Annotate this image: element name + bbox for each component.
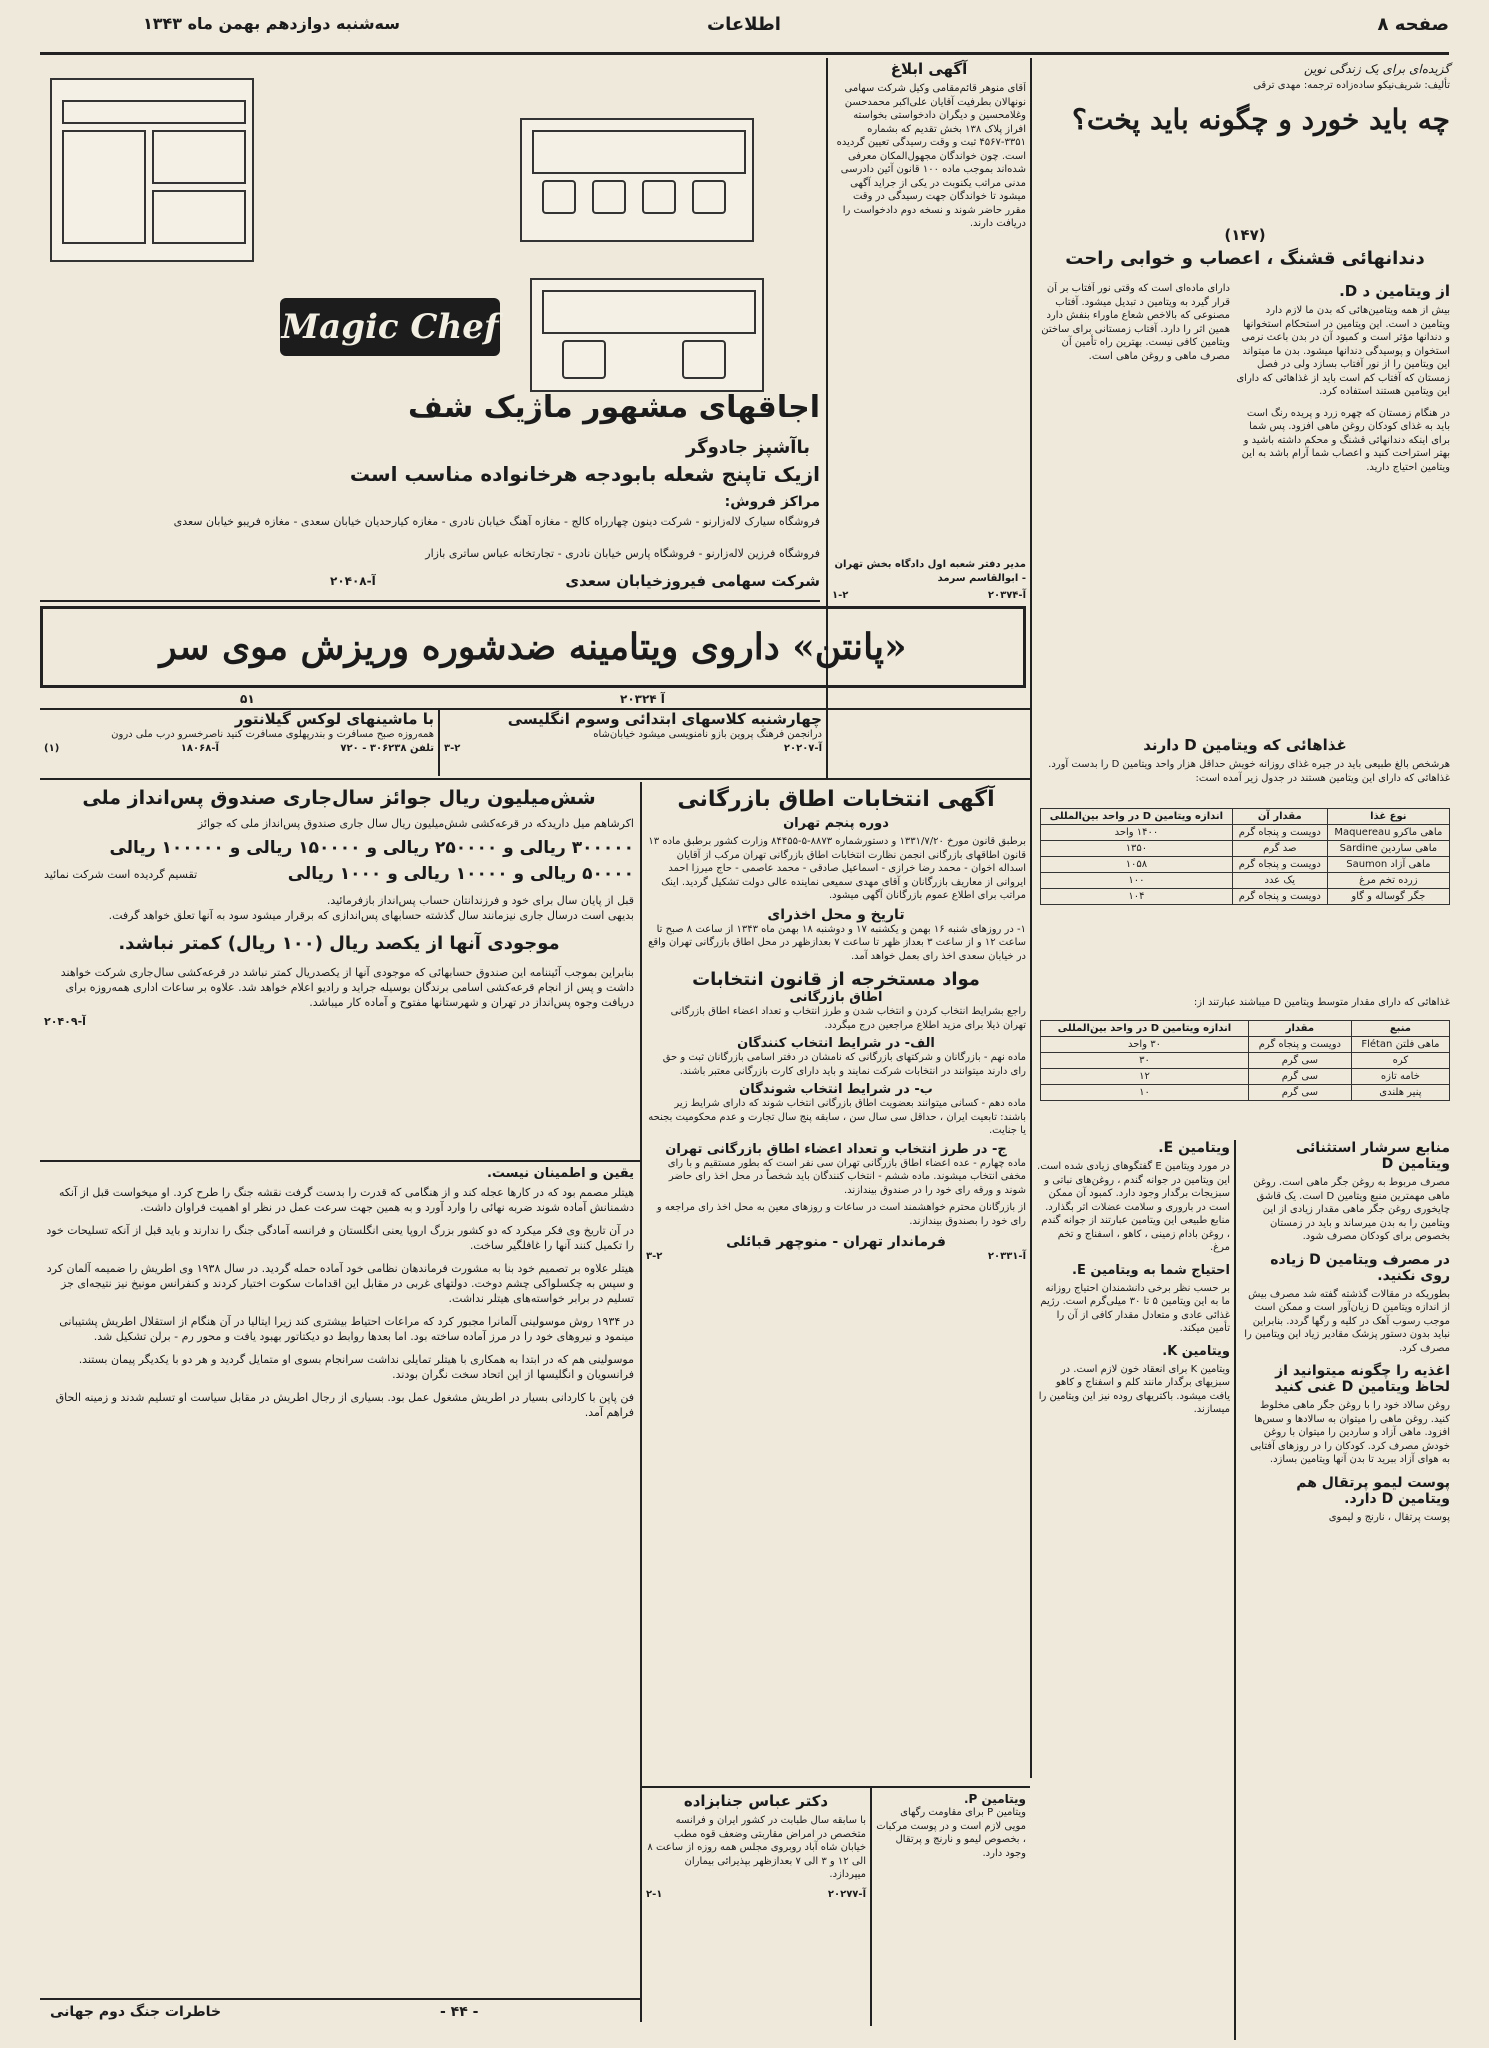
election-section-c: ج- در طرز انتخاب و تعداد اعضاء اطاق بازرگانی تهران [665, 1141, 1007, 1157]
election-section-b: ب- در شرایط انتخاب شوندگان [739, 1082, 933, 1097]
election-ad [646, 784, 1026, 1784]
recipe-para-7: پوست پرتقال ، نارنج و لیموی [1328, 1511, 1450, 1523]
magic-chef-tagline: ازیک تاپنج شعله بابودجه هرخانواده مناسب است [349, 462, 820, 486]
election-law-heading: مواد مستخرجه از قانون انتخابات [692, 969, 980, 990]
lottery-min-deposit: موجودی آنها از یکصد ریال (۱۰۰ ریال) کمتر نباشد. [118, 933, 560, 954]
lottery-ad [44, 784, 634, 1154]
class-ad-subtitle: درانجمن فرهنگ پروین بازو نامنویسی میشود خیابان‌شاه [593, 729, 822, 740]
serial-para-4: در ۱۹۳۴ روش موسولینی آلمانرا مجبور کرد که مراعات احتیاط بیشتری کند زیرا ایتالیا در آن هنگام از استقلال اطریش پشتیبانی مینمود و نیروهای خود را در مرز آماده ساخته بود. اما بعدها روابط دو دیکتاتور بهبود یافت و محور رم - برلن تشکیل شد. [59, 1315, 634, 1343]
vitamin-p-heading: ویتامین P. [963, 1792, 1026, 1806]
doctor-divider [870, 1786, 872, 2026]
class-ad-code2: ۳-۲ [444, 742, 461, 754]
recipe-section-6: پوست لیمو پرتقال هم ویتامین D دارد. [1296, 1474, 1450, 1507]
magic-chef-bottom-rule [40, 600, 820, 602]
notice-footer: مدیر دفتر شعبه اول دادگاه بخش تهران - ابوالقاسم سرمد [834, 559, 1026, 584]
recipe-para-4: مصرف مربوط به روغن جگر ماهی است. روغن ماهی مهمترین منبع ویتامین D است. یک قاشق چایخوری روغن جگر ماهی مقدار زیادی از این ویتامین را به بدن میرساند و باید در زمستان بخصوص برای کودکان مصرف شود. [1253, 1177, 1450, 1242]
car-ad-num: (۱) [44, 742, 60, 754]
table-row: خامه تازه سی گرم ۱۲ [1041, 1069, 1450, 1085]
panten-ad [40, 606, 1026, 688]
notice-col-right-rule [1030, 58, 1032, 1778]
table-row: جگر گوساله و گاو دویست و پنجاه گرم ۱۰۴ [1041, 889, 1450, 905]
magic-chef-company: شرکت سهامی فیروزخیابان سعدی [565, 572, 820, 590]
recipe-section-5: اغذیه را چگونه میتوانید از لحاظ ویتامین D غنی کنید [1274, 1363, 1450, 1395]
serial-heading: یقین و اطمینان نیست. [486, 1166, 634, 1181]
election-signature: فرماندار تهران - منوچهر قبائلی [726, 1234, 946, 1250]
serial-footer-title: خاطرات جنگ دوم جهانی [50, 2004, 222, 2020]
lottery-line-a: قبل از پایان سال برای خود و فرزندانتان حساب پس‌انداز بازفرمائید. [326, 894, 634, 907]
election-text-c: ماده چهارم - عده اعضاء اطاق بازرگانی تهران سی نفر است که بطور مستقیم و با رای مخفی انتخاب میشوند. ماده ششم - انتخاب کنندگان باید شخصاً در محل اخذ رای حاضر شوند و ورقه رای خود را در صندوق بیندازند. [667, 1157, 1026, 1196]
recipe-para-6: روغن سالاد خود را با روغن جگر ماهی مخلوط کنید. روغن ماهی را میتوان به سالادها و سس‌ها افزود. ماهی آزاد و ساردین را میتوان با روغن خودش مصرف کرد. کودکان را در روزهای آفتابی به هوای آزاد ببرید تا بدن آنها ویتامین بسازد. [1250, 1400, 1450, 1465]
recipe-section-2: غذاهائی که ویتامین D دارند [1143, 736, 1347, 754]
table-row: زرده تخم مرغ یک عدد ۱۰۰ [1041, 873, 1450, 889]
lottery-intro: اکرشاهم میل داریدکه در قرعه‌کشی شش‌میلیون ریال سال جاری صندوق پس‌انداز ملی که جوائز [197, 817, 634, 830]
serial-para-6: فن پاپن با کاردانی بسیار در اطریش مشغول عمل بود. بسیاری از رجال اطریش در مقابل سیاست او تسلیم شدند و زمینه الحاق فراهم آمد. [55, 1391, 634, 1419]
doctor-code2: ۲-۱ [646, 1888, 663, 1900]
recipe-title: چه باید خورد و چگونه باید پخت؟ [1072, 103, 1450, 136]
serial-footer-num: - ۴۴ - [440, 2004, 479, 2020]
election-round: دوره پنجم تهران [783, 816, 889, 831]
recipe-section-3: منابع سرشار استثنائی ویتامین D [1295, 1140, 1450, 1172]
election-intro: برطبق قانون مورخ ۱۳۳۱/۷/۲۰ و دستورشماره ۸۸۷۳-۵-۸۴۴۵۵ وزارت کشور برطبق ماده ۱۳ قانون اطاقهای بازرگانی انجمن نظارت انتخابات اطاق بازرگانی تهران مرکب از آقایان اسداله اخوان - محمد رضا خرازی - اسماعیل صادقی - محمد عاصمی - حاج میرزا احمد ایروانی از معاریف بازرگانان و آقای مهدی سمیعی نماینده عالی دولت تشکیل گردید. اینک مراتب برای اطلاع عموم بازرگانان آگهی میشود. [648, 836, 1026, 901]
election-law-sub: اطاق بازرگانی [789, 990, 883, 1005]
recipe-section-4: در مصرف ویتامین D زیاده روی نکنید. [1270, 1251, 1450, 1284]
vitamin-p-text: ویتامین P برای مقاومت رگهای مویی لازم است و در پوست مرکبات ، بخصوص لیمو و نارنج و پرتقال وجود دارد. [876, 1807, 1026, 1859]
serial-footer-rule [40, 1998, 640, 2000]
stove-illustration-1 [50, 78, 254, 262]
table-row: پنیر هلندی سی گرم ۱۰ [1041, 1085, 1450, 1101]
election-law-intro: راجع بشرایط انتخاب کردن و انتخاب شدن و طرز انتخاب و تعداد اعضاء اطاق بازرگانی تهران ذیلا برای مزید اطلاع مراجعین درج میگردد. [670, 1006, 1026, 1031]
stove-illustration-2 [520, 118, 754, 242]
recipe-subtitle: دندانهائی قشنگ ، اعصاب و خوابی راحت [1065, 248, 1425, 269]
class-ad-code: آ-۲۰۲۰۷ [783, 742, 822, 754]
vitamin-e-need-text: بر حسب نظر برخی دانشمندان احتیاج روزانه ما به این ویتامین ۵ تا ۳۰ میلی‌گرم است. رژیم غذائی عادی و متعادل مقدار کافی از آن را تأمین میکند. [1040, 1282, 1230, 1334]
car-ad-divider [438, 710, 440, 776]
election-code2: ۳-۲ [646, 1251, 663, 1262]
recipe-para-1: بیش از همه ویتامین‌هائی که بدن ما لازم دارد ویتامین د است. این ویتامین در استحکام استخوانها و دندانها مؤثر است و کمبود آن در بدن باعث نرمی استخوان و پوسیدگی دندانها میشود. بدن ما میتواند این ویتامین را از نور آفتاب بسازد ولی در فصل زمستان که آفتاب کم است باید از غذاهائی که دارای این ویتامین هستند استفاده کرد. [1236, 305, 1450, 397]
table-row: ماهی ساردین Sardine صد گرم ۱۳۵۰ [1041, 841, 1450, 857]
vitamin-e-heading: ویتامین E. [1158, 1140, 1230, 1156]
page-number: صفحه ۸ [1377, 14, 1449, 35]
magic-chef-headline: اجاقهای مشهور ماژیک شف [407, 390, 820, 425]
recipe-lower-col-left [1036, 1140, 1230, 1780]
notice-text: آقای منوهر قائم‌مقامی وکیل شرکت سهامی نونهالان بطرفیت آقایان علی‌اکبر محمدحسن وغلامحسین و دیگران دادخواستی بخواسته افراز پلاک ۱۳۸ بخش تقدیم که بشماره ۳۳۵۱-۴۵۶۷ ثبت و وقت رسیدگی تعیین گردیده است. چون خواندگان مجهول‌المکان معرفی شده‌اند بموجب ماده ۱۰۰ قانون آئین دادرسی مدنی مراتب یکنوبت در یکی از جراید آگهی میشود تا خواندگان جهت رسیدگی در وقت مقرر حاضر شوند و نسخه دوم دادخواست را دریافت دارند. [836, 83, 1026, 229]
notice-code2: ۱-۲ [832, 590, 849, 601]
recipe-lower-col-right [1240, 1140, 1450, 2040]
newspaper-name: اطلاعات [707, 14, 781, 35]
lottery-bottom-rule [40, 1160, 640, 1162]
panten-headline: «پانتن» داروی ویتامینه ضدشوره وریزش موی سر [159, 626, 907, 668]
car-ad-title: با ماشینهای لوکس گیلانتور [234, 710, 434, 728]
vitamin-k-heading: ویتامین K. [1162, 1343, 1230, 1359]
recipe-lower-divider [1234, 1140, 1236, 2040]
election-text-a: ماده نهم - بازرگانان و شرکتهای بازرگانی که نامشان در دفتر اسامی بازرگانان ثبت و حق رای دارند میتوانند در انتخابات شرکت نمایند و باید دارای کارت بازرگانی معتبر باشند. [662, 1052, 1026, 1077]
vitamin-k-text: ویتامین K برای انعقاد خون لازم است. در سبزیهای برگدار مانند کلم و اسفناج و کاهو یافت میشود. باکتریهای روده نیز این ویتامین را میسازند. [1038, 1363, 1230, 1415]
car-ad [44, 710, 434, 770]
lottery-amounts-1: ۳۰۰۰۰۰ ریالی و ۲۵۰۰۰۰ ریالی و ۱۵۰۰۰۰ ریالی و ۱۰۰۰۰۰ ریالی [109, 838, 634, 858]
recipe-table-2 [1040, 1020, 1450, 1101]
notice-title: آگهی ابلاغ [890, 60, 968, 78]
magic-chef-sellers-2: فروشگاه فرزین لاله‌زارنو - فروشگاه پارس خیابان نادری - تجارتخانه عباس ساتری بازار [425, 547, 820, 560]
recipe-section-1: از ویتامین د D. [1339, 282, 1450, 300]
serial-para-1: هیتلر مصمم بود که در کارها عجله کند و از هنگامی که قدرت را بدست گرفت نقشه جنگ را طرح کرد. او میخواست قبل از آنکه دشمنانش آماده شوند ضربه نهائی را وارد آورد و به همین جهت سرعت عمل در نظر او اهمیت فراوان داشت. [58, 1186, 634, 1214]
table-row: ماهی ماکرو Maquereau دویست و پنجاه گرم ۱۴۰۰ واحد [1041, 825, 1450, 841]
stove-illustration-3 [530, 278, 764, 392]
magic-chef-banner: Magic Chef [280, 298, 500, 356]
car-ad-text: همه‌روزه صبح مسافرت و بندرپهلوی مسافرت کنید ناصرخسرو درب ملی درون [111, 729, 434, 740]
header-rule [40, 52, 1449, 55]
serial-para-2: در آن تاریخ وی فکر میکرد که دو کشور بزرگ اروپا یعنی انگلستان و فرانسه آمادگی جنگ را ندارند و باید قبل از آنکه تسلیحات خود را تکمیل کنند آنها را غافلگیر ساخت. [46, 1224, 634, 1252]
recipe-byline: تألیف: شریف‌نیکو ساده‌زاده ترجمه: مهدی ترقی [1253, 80, 1450, 91]
lottery-divider [640, 782, 642, 2022]
recipe-col-b [1040, 282, 1230, 722]
doctor-name: دکتر عباس جنابزاده [683, 1792, 829, 1810]
doctor-text: با سابقه سال طبابت در کشور ایران و فرانسه متخصص در امراض مقاربتی وضعف قوه مطب خیابان شاه آباد روبروی مجلس همه روزه از ساعت ۸ الی ۱۲ و ۳ الی ۷ بعدازظهر بپذیرائی بیماران میپردازد. [647, 1815, 866, 1880]
election-section-a: الف- در شرایط انتخاب کنندگان [737, 1036, 935, 1051]
vitamin-e-need-heading: احتیاج شما به ویتامین E. [1072, 1262, 1230, 1278]
magic-chef-ad-code: آ-۲۰۴۰۸ [330, 574, 376, 588]
election-date-heading: تاریخ و محل اخذرای [767, 906, 905, 923]
election-code: آ-۲۰۳۳۱ [987, 1251, 1026, 1262]
lottery-amounts-suffix: تقسیم گردیده است شرکت نمائید [44, 867, 198, 881]
election-bottom-rule [640, 1786, 1030, 1788]
lottery-title: شش‌میلیون ریال جوائز سال‌جاری صندوق پس‌انداز ملی [82, 787, 596, 809]
car-ad-phone: تلفن ۳۰۶۲۳۸ - ۷۲۰ [340, 742, 434, 754]
lottery-code: آ-۲۰۴۰۹ [44, 1015, 86, 1028]
magic-chef-subhead: باآشپز جادوگر [685, 437, 810, 458]
table1-header-units: اندازه ویتامین D در واحد بین‌المللی [1041, 809, 1233, 825]
panten-code-left: آ ۲۰۳۲۴ [620, 692, 665, 706]
recipe-table-1 [1040, 808, 1450, 905]
recipe-para-5: بطوریکه در مقالات گذشته گفته شد مصرف بیش از اندازه ویتامین D زیان‌آور است و ممکن است موجب رسوب آهک در کلیه و رگها گردد. بنابراین نباید بدون دستور پزشک مقادیر زیاد این ویتامین را مصرف کرد. [1244, 1288, 1450, 1354]
lottery-amounts-2: ۵۰۰۰۰ ریالی و ۱۰۰۰۰ ریالی و ۱۰۰۰ ریالی [287, 864, 634, 884]
class-ad-title: چهارشنبه کلاسهای ابتدائی وسوم انگلیسی [507, 710, 822, 728]
car-ad-code: آ-۱۸۰۶۸ [180, 742, 219, 754]
election-text-b: ماده دهم - کسانی میتوانند بعضویت اطاق بازرگانی انتخاب شوند که دارای شرایط زیر باشند: تابعیت ایران ، حداقل سی سال سن ، سابقه پنج سال تجارت و عدم محکومیت بجنحه یا جنایت. [648, 1098, 1026, 1136]
table-row: ماهی فلتن Flétan دویست و پنجاه گرم ۳۰ واحد [1041, 1037, 1450, 1053]
vitamin-p-block [876, 1792, 1026, 2032]
election-date-text: ۱- در روزهای شنبه ۱۶ بهمن و یکشنبه ۱۷ و دوشنبه ۱۸ بهمن ماه ۱۳۴۳ از ساعت ۸ صبح تا ساعت ۱۲ و از ساعت ۳ بعداز ظهر تا ساعت ۷ بعدازظهر در محل اطاق بازرگانی تهران واقع در خیابان سعدی اخذ رای بعمل خواهد آمد. [648, 923, 1026, 962]
recipe-table1-caption: هرشخص بالغ طبیعی باید در جیره غذای روزانه خویش حداقل هزار واحد ویتامین D را بدست آورد. غذاهائی که دارای این ویتامین هستند در جدول زیر آمده است: [1048, 759, 1450, 784]
panten-code-right: ۵۱ [240, 692, 255, 706]
table-row: ماهی آزاد Saumon دویست و پنجاه گرم ۱۰۵۸ [1041, 857, 1450, 873]
recipe-para-3: در هنگام زمستان که چهره زرد و پریده رنگ است باید به غذای کودکان روغن ماهی افزود. پس شما برای اینکه دندانهائی قشنگ و محکم داشته باشید و بهتر استراحت کنید و اعصاب شما آرام باشد به این ویتامین احتیاج دارید. [1241, 407, 1450, 473]
notice-column [832, 60, 1026, 660]
class-ad [444, 710, 822, 776]
election-closing: از بازرگانان محترم خواهشمند است در ساعات و روزهای معین به محل اخذ رای مراجعه و رای خود را بصندوق بیندازند. [656, 1202, 1026, 1227]
doctor-code: آ-۲۰۲۷۷ [827, 1888, 866, 1900]
lottery-line-b: بدیهی است درسال جاری نیزمانند سال گذشته حسابهای پس‌اندازی که برقرار میشود سود به آنها تعلق خواهد گرفت. [108, 909, 634, 922]
table2-header-source: منبع [1351, 1021, 1449, 1037]
issue-date: سه‌شنبه دوازدهم بهمن ماه ۱۳۴۳ [142, 14, 400, 33]
row-rule-2 [40, 778, 1030, 780]
notice-code: آ-۲۰۳۷۴ [987, 590, 1026, 601]
magic-chef-ad [50, 58, 820, 598]
vitamin-e-text: در مورد ویتامین E گفتگوهای زیادی شده است. این ویتامین در جوانه گندم ، روغن‌های نباتی و سبزیجات برگدار وجود دارد. کمبود آن ممکن است در باروری و سلامت عضلات اثر بگذارد. منابع طبیعی این ویتامین عبارتند از جوانه گندم ، روغن بادام زمینی ، کاهو ، اسفناج و تخم مرغ. [1037, 1161, 1230, 1253]
recipe-number: (۱۴۷) [1224, 226, 1266, 244]
magic-chef-sellers-1: فروشگاه سیارک لاله‌زارنو - شرکت دینون چهارراه کالج - مغازه آهنگ خیابان نادری - مغازه کیارحدیان خیابان سعدی - مغازه فریبو خیابان سعدی [173, 515, 820, 528]
serial-para-3: هیتلر علاوه بر تصمیم خود بنا به مشورت فرماندهان نظامی خود آماده حمله گردید. در سال ۱۹۳۸ وی اطریش را ضمیمه آلمان کرد و سپس به چکسلواکی چشم دوخت. دولتهای غربی در مقابل این اقدامات سکوت اختیار کردند و کنفرانس مونیخ نیز نتیجه‌ای جز تسلیم در برابر خواسته‌های هیتلر نداشت. [46, 1262, 634, 1305]
lottery-details: بنابراین بموجب آئیننامه این صندوق حسابهائی که موجودی آنها از یکصدریال کمتر نباشد در قرعه‌کشی سال‌جاری شرکت خواهند داشت و پس از انجام قرعه‌کشی اسامی برندگان بوسیله جراید و رادیو اعلام خواهد شد. علاوه بر ساعات اداری همه‌روزه برای دریافت وجوه پس‌انداز در تهران و شهرستانها مفتوح و آماده کار میباشد. [60, 966, 634, 1009]
serial-story [44, 1166, 634, 1996]
recipe-series: گزیده‌ای برای یک زندگی نوین [1303, 62, 1450, 76]
magic-chef-sellers-title: مراکز فروش: [724, 494, 820, 510]
recipe-para-2: دارای ماده‌ای است که وقتی نور آفتاب بر آن قرار گیرد به ویتامین د تبدیل میشود. آفتاب مصنوعی که بالاخص شعاع ماوراء بنفش دارد همین اثر را دارد. آفتاب زمستانی برای ساختن ویتامین کافی نیست. بهترین راه تأمین آن مصرف ماهی و روغن ماهی است. [1041, 283, 1230, 362]
table1-header-amount: مقدار آن [1232, 809, 1327, 825]
table-row: کره سی گرم ۳۰ [1041, 1053, 1450, 1069]
serial-para-5: موسولینی هم که در ابتدا به همکاری با هیتلر تمایلی نداشت سرانجام بسوی او متمایل گردید و هر دو با یکدیگر پیمان بستند. فرانسویان و انگلیسها از این اتحاد سخت نگران بودند. [78, 1353, 634, 1381]
table2-header-units: اندازه ویتامین D در واحد بین‌المللی [1041, 1021, 1249, 1037]
table1-header-food: نوع غذا [1327, 809, 1449, 825]
recipe-table2-caption: غذاهائی که دارای مقدار متوسط ویتامین D میباشند عبارتند از: [1193, 997, 1450, 1008]
election-title: آگهی انتخابات اطاق بازرگانی [677, 787, 995, 812]
doctor-ad [646, 1792, 866, 2042]
table2-header-amount: مقدار [1248, 1021, 1351, 1037]
